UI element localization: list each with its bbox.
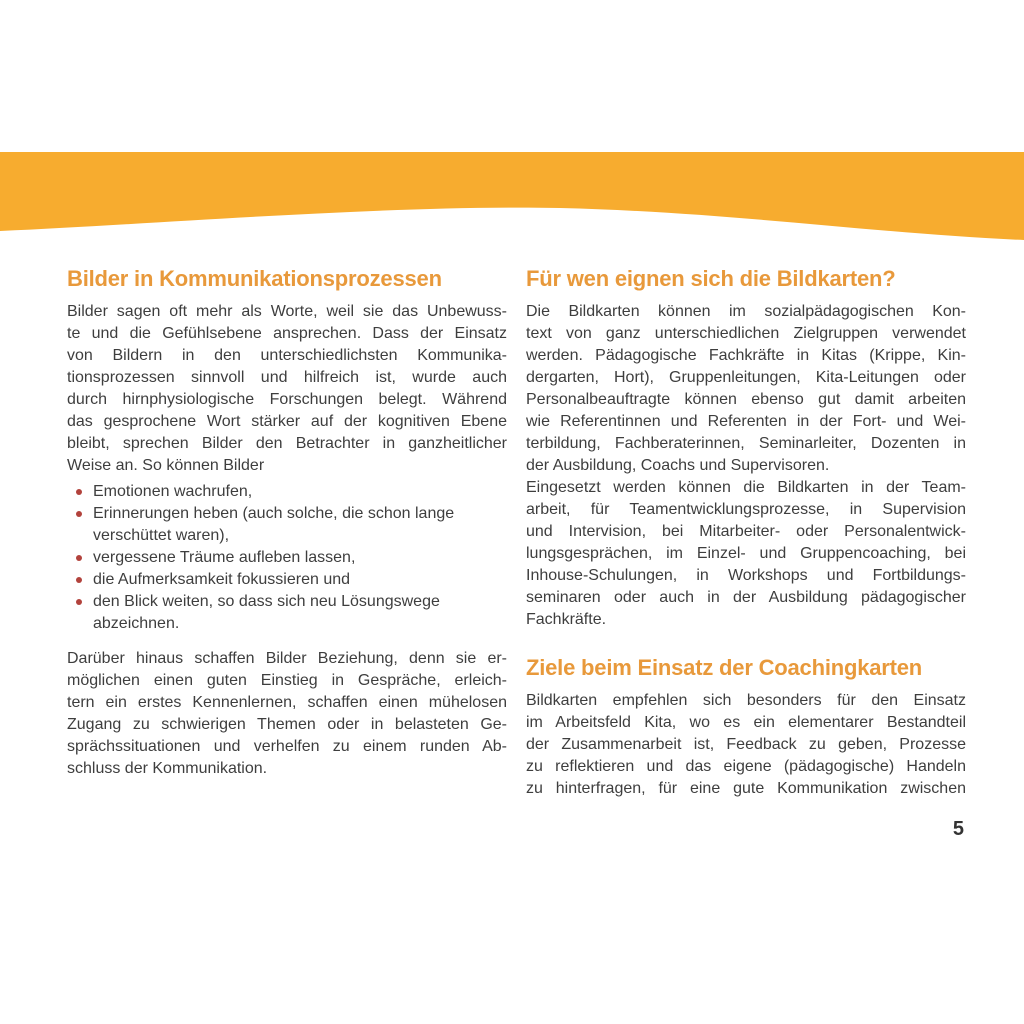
bullet-text: abzeichnen. xyxy=(93,615,180,632)
text-line: Bildkarten empfehlen sich besonders für den Einsatz xyxy=(526,692,966,709)
bullet-item xyxy=(67,547,507,569)
text-line: Die Bildkarten können im sozialpädagogischen Kon- xyxy=(526,303,966,320)
text-line: zu hinterfragen, für eine gute Kommunikation zwischen xyxy=(526,780,966,797)
text-line: das gesprochene Wort stärker auf der kognitiven Ebene xyxy=(67,413,507,430)
bullet-text: Erinnerungen heben (auch solche, die schon lange xyxy=(93,505,455,522)
paragraph xyxy=(526,690,966,800)
wave-shape xyxy=(0,152,1024,240)
text-line: terbildung, Fachberaterinnen, Seminarleiter, Dozenten in xyxy=(526,435,966,452)
text-line: tern ein erstes Kennenlernen, schaffen einen mühelosen xyxy=(67,694,507,711)
paragraph xyxy=(526,301,966,477)
text-line: tionsprozessen sinnvoll und hilfreich ist, wurde auch xyxy=(67,369,507,386)
bullet-item xyxy=(67,481,507,503)
text-line: im Arbeitsfeld Kita, wo es ein elementarer Bestandteil xyxy=(526,714,966,731)
text-line: seminaren oder auch in der Ausbildung pädagogischer xyxy=(526,589,966,606)
paragraph xyxy=(67,648,507,780)
text-line: wie Referentinnen und Referenten in der Fort- und Wei- xyxy=(526,413,966,430)
right-heading-1: Für wen eignen sich die Bildkarten? xyxy=(526,266,896,291)
text-line: Personalbeauftragte können ebenso gut damit arbeiten xyxy=(526,391,966,408)
bullet-list xyxy=(67,481,507,635)
left-heading: Bilder in Kommunikationsprozessen xyxy=(67,266,442,291)
text-line: schluss der Kommunikation. xyxy=(67,760,268,777)
text-line: Fachkräfte. xyxy=(526,611,607,628)
text-line: durch hirnphysiologische Forschungen belegt. Während xyxy=(67,391,507,408)
paragraph xyxy=(67,301,507,477)
text-line: Bilder sagen oft mehr als Worte, weil sie das Unbewuss- xyxy=(67,303,507,320)
bullet-dot xyxy=(76,511,82,517)
text-line: möglichen einen guten Einstieg in Gespräche, erleich- xyxy=(67,672,507,689)
bullet-text: vergessene Träume aufleben lassen, xyxy=(93,549,356,566)
right-heading-2: Ziele beim Einsatz der Coachingkarten xyxy=(526,655,923,680)
text-line: von Bildern in den unterschiedlichsten Kommunika- xyxy=(67,347,507,364)
text-line: arbeit, für Teamentwicklungsprozesse, in Supervision xyxy=(526,501,966,518)
header-wave xyxy=(0,152,1024,242)
bullet-text: den Blick weiten, so dass sich neu Lösungswege xyxy=(93,593,440,610)
text-line: Inhouse-Schulungen, in Workshops und Fortbildungs- xyxy=(526,567,966,584)
text-line: sprächssituationen und verhelfen zu einem runden Ab- xyxy=(67,738,507,755)
bullet-dot xyxy=(76,599,82,605)
text-line: text von ganz unterschiedlichen Zielgruppen verwendet xyxy=(526,325,966,342)
text-line: werden. Pädagogische Fachkräfte in Kitas (Krippe, Kin- xyxy=(526,347,966,364)
page-number: 5 xyxy=(952,818,964,840)
text-line: und Intervision, bei Mitarbeiter- oder Personalentwick- xyxy=(526,523,966,540)
text-line: te und die Gefühlsebene ansprechen. Dass der Einsatz xyxy=(67,325,507,342)
text-line: bleibt, sprechen Bilder den Betrachter in ganzheitlicher xyxy=(67,435,507,452)
right-column xyxy=(526,266,966,800)
bullet-dot xyxy=(76,555,82,561)
bullet-text: die Aufmerksamkeit fokussieren und xyxy=(93,571,351,588)
bullet-item xyxy=(67,503,507,547)
text-line: zu reflektieren und das eigene (pädagogische) Handeln xyxy=(526,758,966,775)
text-line: der Ausbildung, Coachs und Supervisoren. xyxy=(526,457,830,474)
text-line: lungsgesprächen, im Einzel- und Gruppencoaching, bei xyxy=(526,545,966,562)
bullet-item xyxy=(67,569,507,591)
bullet-text: verschüttet waren), xyxy=(93,527,230,544)
text-line: Darüber hinaus schaffen Bilder Beziehung, denn sie er- xyxy=(67,650,507,667)
bullet-item xyxy=(67,591,507,635)
text-line: Eingesetzt werden können die Bildkarten in der Team- xyxy=(526,479,966,496)
text-line: Zugang zu schwierigen Themen oder in belasteten Ge- xyxy=(67,716,507,733)
text-line: dergarten, Hort), Gruppenleitungen, Kita-Leitungen oder xyxy=(526,369,966,386)
bullet-dot xyxy=(76,489,82,495)
paragraph xyxy=(526,477,966,631)
bullet-dot xyxy=(76,577,82,583)
bullet-text: Emotionen wachrufen, xyxy=(93,483,253,500)
text-line: Weise an. So können Bilder xyxy=(67,457,265,474)
text-line: der Zusammenarbeit ist, Feedback zu geben, Prozesse xyxy=(526,736,966,753)
left-column xyxy=(67,266,507,780)
